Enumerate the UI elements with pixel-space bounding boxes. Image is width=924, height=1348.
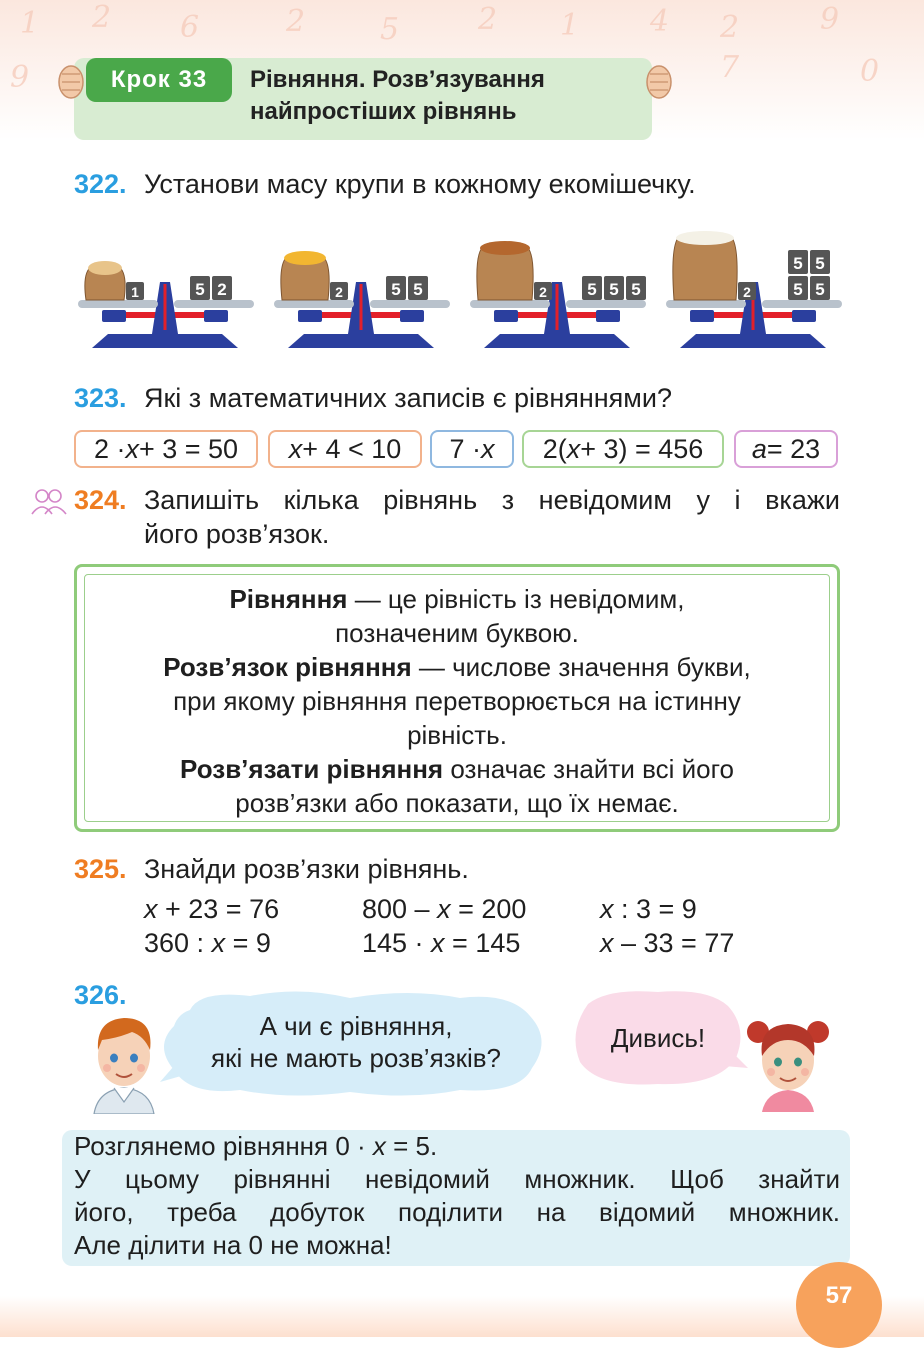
weight-label: 1	[131, 284, 139, 300]
explanation-part: = 5.	[385, 1131, 438, 1161]
equation-part: = 200	[450, 894, 527, 924]
weight-label: 5	[609, 280, 619, 299]
page-number: 57	[796, 1262, 882, 1348]
task-text: Які з математичних записів є рівняннями?	[144, 383, 672, 413]
boy-character-icon	[88, 1010, 160, 1114]
grain-top	[284, 251, 326, 265]
task-325	[74, 852, 469, 886]
grain-top	[676, 231, 734, 245]
explanation-line: Але ділити на 0 не можна!	[74, 1230, 392, 1260]
expression-chip	[522, 430, 724, 468]
grain-top	[88, 261, 122, 275]
weight-label: 2	[743, 284, 751, 300]
task-323	[74, 381, 672, 415]
definition-line: рівність.	[407, 720, 507, 750]
weight-label: 2	[539, 284, 547, 300]
explanation-line: У цьому рівнянні невідомий множник. Щоб знайти	[74, 1164, 840, 1194]
task-number: 324.	[74, 485, 127, 515]
explanation-line	[74, 1130, 840, 1163]
explanation-part: Розглянемо рівняння 0 ·	[74, 1131, 373, 1161]
definition-line: при якому рівняння перетворюється на істинну	[173, 686, 741, 716]
equation-part: : 3 = 9	[613, 894, 697, 924]
scale-base	[92, 334, 238, 348]
expression-part: 2(	[542, 433, 567, 464]
task-number: 326.	[74, 980, 127, 1010]
definition-line: позначеним буквою.	[335, 618, 579, 648]
equation-part: = 9	[225, 928, 271, 958]
equation-part: = 145	[444, 928, 521, 958]
equation	[600, 926, 734, 960]
scale-plate-left	[78, 300, 158, 308]
decorative-digit: 1	[20, 6, 40, 41]
equation-variable: x	[437, 894, 451, 924]
task-text: Установи масу крупи в кожному екомішечку.	[144, 169, 696, 199]
scale-plate-right	[174, 300, 254, 308]
scale-pillar	[204, 310, 228, 322]
expression-chip	[430, 430, 514, 468]
scale-base	[288, 334, 434, 348]
scale-plate-right	[370, 300, 450, 308]
bubble-line: які не мають розв’язків?	[211, 1043, 501, 1073]
task-326	[74, 978, 144, 1012]
task-text: Запишіть кілька рівнянь з невідомим у і вкажи	[144, 485, 840, 515]
weight-label: 5	[391, 280, 401, 299]
definition-part: означає знайти всі його	[443, 754, 734, 784]
definition-text	[90, 582, 824, 820]
task-322	[74, 167, 696, 201]
decorative-digit: 9	[10, 60, 30, 95]
equation-variable: x	[600, 894, 614, 924]
equation-part: – 33 = 77	[613, 928, 735, 958]
task-number: 323.	[74, 383, 127, 413]
lesson-title-line: Рівняння. Розв’язування	[250, 66, 545, 93]
equation-part: 360 :	[144, 928, 212, 958]
scale-pillar	[596, 310, 620, 322]
scale-pillar	[792, 310, 816, 322]
scale-base	[484, 334, 630, 348]
expression-part: + 3) = 456	[580, 433, 704, 464]
girl-character-icon	[746, 1012, 830, 1112]
scale-pillar	[298, 310, 322, 322]
weight-label: 5	[793, 280, 803, 299]
scale-plate-right	[762, 300, 842, 308]
decorative-digit: 6	[180, 10, 200, 45]
task-text: його розв’язок.	[144, 519, 330, 549]
expression-variable: x	[125, 433, 139, 464]
step-badge: Крок 33	[86, 58, 232, 102]
equation-variable: x	[600, 928, 614, 958]
expression-part: 2 ·	[93, 433, 126, 464]
weight-label: 5	[815, 254, 825, 273]
hand-icon	[644, 62, 674, 102]
decorative-digit: 7	[720, 50, 740, 85]
weight-label: 5	[587, 280, 597, 299]
equation	[144, 926, 271, 960]
balance-scale	[274, 251, 450, 348]
definition-line	[90, 752, 824, 786]
balance-scale	[470, 241, 646, 348]
scale-plate-left	[666, 300, 746, 308]
balance-scale	[78, 261, 254, 348]
decorative-digit: 2	[478, 2, 498, 37]
bottom-decorative-band	[0, 1296, 924, 1337]
decorative-digit: 0	[860, 54, 880, 89]
decorative-digit: 2	[92, 0, 112, 35]
definition-line	[90, 650, 824, 684]
scale-pillar	[400, 310, 424, 322]
equation-part: 145 ·	[362, 928, 432, 958]
scale-pillar	[690, 310, 714, 322]
scale-pillar	[494, 310, 518, 322]
equation-part: + 23 = 76	[157, 894, 280, 924]
pair-work-icon	[30, 486, 68, 516]
expression-chip	[268, 430, 422, 468]
equation	[600, 892, 697, 926]
expression-chip	[74, 430, 258, 468]
balance-scale	[666, 231, 842, 348]
expression-part: = 23	[766, 433, 821, 464]
weight-label: 2	[335, 284, 343, 300]
equation-variable: x	[431, 928, 445, 958]
equation	[144, 892, 279, 926]
weight-label: 5	[631, 280, 641, 299]
weight-label: 5	[413, 280, 423, 299]
bubble-line: А чи є рівняння,	[259, 1011, 453, 1041]
task-324	[74, 483, 840, 551]
definition-term: Розв’язати рівняння	[180, 754, 444, 784]
definition-part: — числове значення букви,	[411, 652, 751, 682]
decorative-digit: 9	[820, 2, 840, 37]
scale-plate-left	[274, 300, 354, 308]
grain-top	[480, 241, 530, 255]
equation	[362, 926, 520, 960]
expression-variable: x	[288, 433, 303, 464]
scale-plate-left	[470, 300, 550, 308]
decorative-digit: 2	[286, 4, 306, 39]
expression-chip	[734, 430, 838, 468]
task-number: 325.	[74, 854, 127, 884]
equation	[362, 892, 526, 926]
scale-plate-right	[566, 300, 646, 308]
task-number: 322.	[74, 169, 127, 199]
lesson-title	[250, 64, 650, 128]
expression-variable: x	[566, 433, 581, 464]
decorative-digit: 4	[650, 4, 670, 39]
explanation-line: його, треба добуток поділити на відомий множник.	[74, 1197, 840, 1227]
weight-label: 5	[793, 254, 803, 273]
equation-part: 800 –	[362, 894, 438, 924]
definition-line: розв’язки або показати, що їх немає.	[235, 788, 679, 818]
weight-label: 5	[195, 280, 205, 299]
equation-variable: x	[144, 894, 158, 924]
scales-illustration	[72, 222, 852, 354]
definition-term: Рівняння	[229, 584, 348, 614]
grain-bag	[673, 236, 737, 300]
weight-label: 5	[815, 280, 825, 299]
definition-term: Розв’язок рівняння	[163, 652, 412, 682]
definition-line	[90, 582, 824, 616]
decorative-digit: 1	[560, 8, 580, 43]
explanation-variable: x	[372, 1131, 386, 1161]
expression-variable: x	[481, 433, 495, 464]
decorative-digit: 5	[380, 12, 400, 47]
weight-label: 2	[217, 280, 227, 299]
equation-variable: x	[211, 928, 226, 958]
hand-icon	[56, 62, 86, 102]
expression-part: + 3 = 50	[138, 433, 239, 464]
decorative-digit: 2	[720, 10, 740, 45]
girl-reply: Дивись!	[610, 1023, 706, 1053]
explanation-text	[74, 1130, 840, 1262]
expression-variable: a	[751, 433, 767, 464]
expression-part: 7 ·	[449, 433, 481, 464]
lesson-title-line: найпростіших рівнянь	[250, 98, 517, 125]
scale-pillar	[102, 310, 126, 322]
scale-base	[680, 334, 826, 348]
boy-question	[168, 1010, 544, 1074]
expression-part: + 4 < 10	[302, 433, 402, 464]
definition-part: — це рівність із невідомим,	[347, 584, 685, 614]
task-text: Знайди розв’язки рівнянь.	[144, 854, 469, 884]
